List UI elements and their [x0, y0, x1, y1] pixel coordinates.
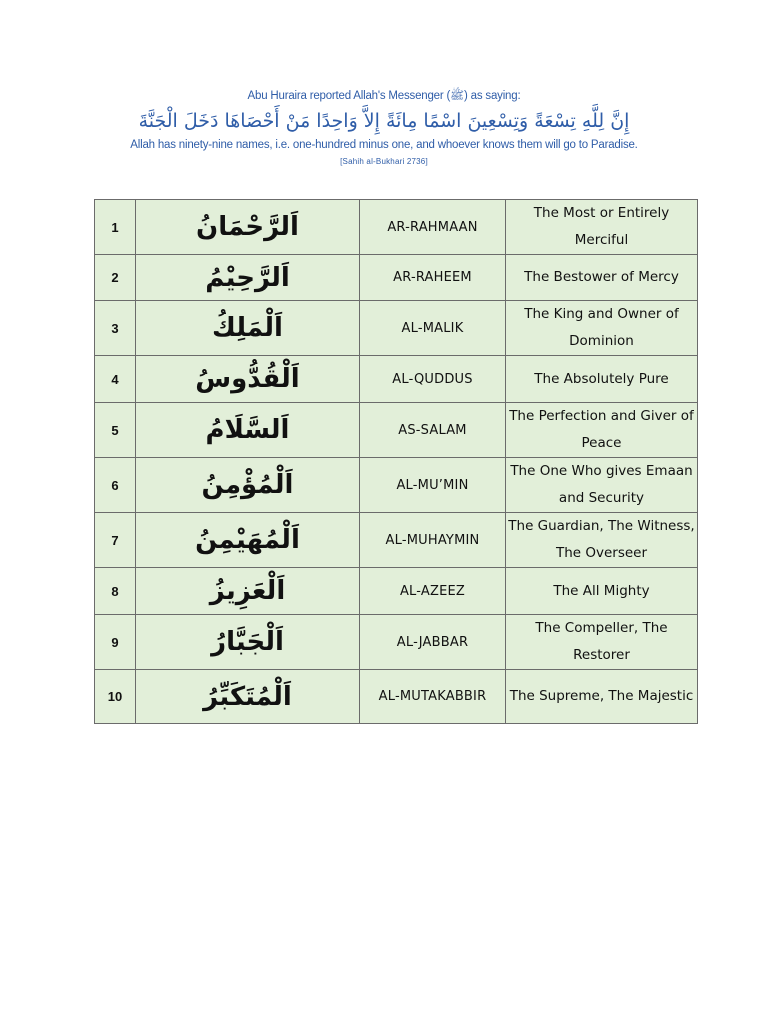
name-arabic: اَلْعَزِيزُ: [136, 568, 360, 615]
name-transliteration: AR-RAHEEM: [360, 255, 506, 301]
name-meaning: The Bestower of Mercy: [506, 255, 698, 301]
names-table: [94, 199, 698, 724]
hadith-arabic-text: إِنَّ لِلَّهِ تِسْعَةً وَتِسْعِينَ اسْمًا مِائَةً إِلاَّ وَاحِدًا مَنْ أَحْصَاهَا دَخَلَ الْجَنَّةَ: [138, 110, 630, 132]
name-arabic: اَلرَّحِيْمُ: [136, 255, 360, 301]
name-number: 8: [95, 568, 136, 615]
table-row: [95, 301, 698, 356]
name-number: 7: [95, 513, 136, 568]
table-row: [95, 513, 698, 568]
table-row: [95, 356, 698, 403]
table-row: [95, 568, 698, 615]
name-transliteration: AL-MALIK: [360, 301, 506, 356]
name-number: 4: [95, 356, 136, 403]
hadith-reference: [Sahih al-Bukhari 2736]: [340, 157, 428, 166]
name-meaning: The Supreme, The Majestic: [506, 670, 698, 724]
name-meaning: The King and Owner of Dominion: [506, 301, 698, 356]
name-meaning: The Compeller, The Restorer: [506, 615, 698, 670]
name-meaning: The All Mighty: [506, 568, 698, 615]
name-number: 10: [95, 670, 136, 724]
name-arabic: اَلْقُدُّوسُ: [136, 356, 360, 403]
table-row: [95, 200, 698, 255]
name-arabic: اَلْمَلِكُ: [136, 301, 360, 356]
name-arabic: اَلْمُهَيْمِنُ: [136, 513, 360, 568]
name-number: 6: [95, 458, 136, 513]
name-arabic: اَلْمُتَكَبِّرُ: [136, 670, 360, 724]
name-transliteration: AS-SALAM: [360, 403, 506, 458]
table-row: [95, 670, 698, 724]
name-arabic: اَلْجَبَّارُ: [136, 615, 360, 670]
table-row: [95, 458, 698, 513]
name-transliteration: AL-JABBAR: [360, 615, 506, 670]
hadith-translation: Allah has ninety-nine names, i.e. one-hundred minus one, and whoever knows them will go to Paradise.: [130, 139, 638, 151]
name-transliteration: AL-MUTAKABBIR: [360, 670, 506, 724]
name-arabic: اَلْمُؤْمِنُ: [136, 458, 360, 513]
name-transliteration: AR-RAHMAAN: [360, 200, 506, 255]
name-number: 3: [95, 301, 136, 356]
name-transliteration: AL-MU’MIN: [360, 458, 506, 513]
name-transliteration: AL-QUDDUS: [360, 356, 506, 403]
hadith-header: [0, 88, 768, 169]
table-row: [95, 255, 698, 301]
name-meaning: The Perfection and Giver of Peace: [506, 403, 698, 458]
name-meaning: The Guardian, The Witness, The Overseer: [506, 513, 698, 568]
table-row: [95, 403, 698, 458]
name-transliteration: AL-AZEEZ: [360, 568, 506, 615]
table-row: [95, 615, 698, 670]
name-arabic: اَلرَّحْمَانُ: [136, 200, 360, 255]
hadith-intro: Abu Huraira reported Allah's Messenger (ﷺ) as saying:: [247, 90, 521, 102]
name-meaning: The One Who gives Emaan and Security: [506, 458, 698, 513]
name-meaning: The Most or Entirely Merciful: [506, 200, 698, 255]
name-number: 9: [95, 615, 136, 670]
name-transliteration: AL-MUHAYMIN: [360, 513, 506, 568]
name-number: 1: [95, 200, 136, 255]
name-number: 2: [95, 255, 136, 301]
name-meaning: The Absolutely Pure: [506, 356, 698, 403]
name-arabic: اَلسَّلَامُ: [136, 403, 360, 458]
name-number: 5: [95, 403, 136, 458]
